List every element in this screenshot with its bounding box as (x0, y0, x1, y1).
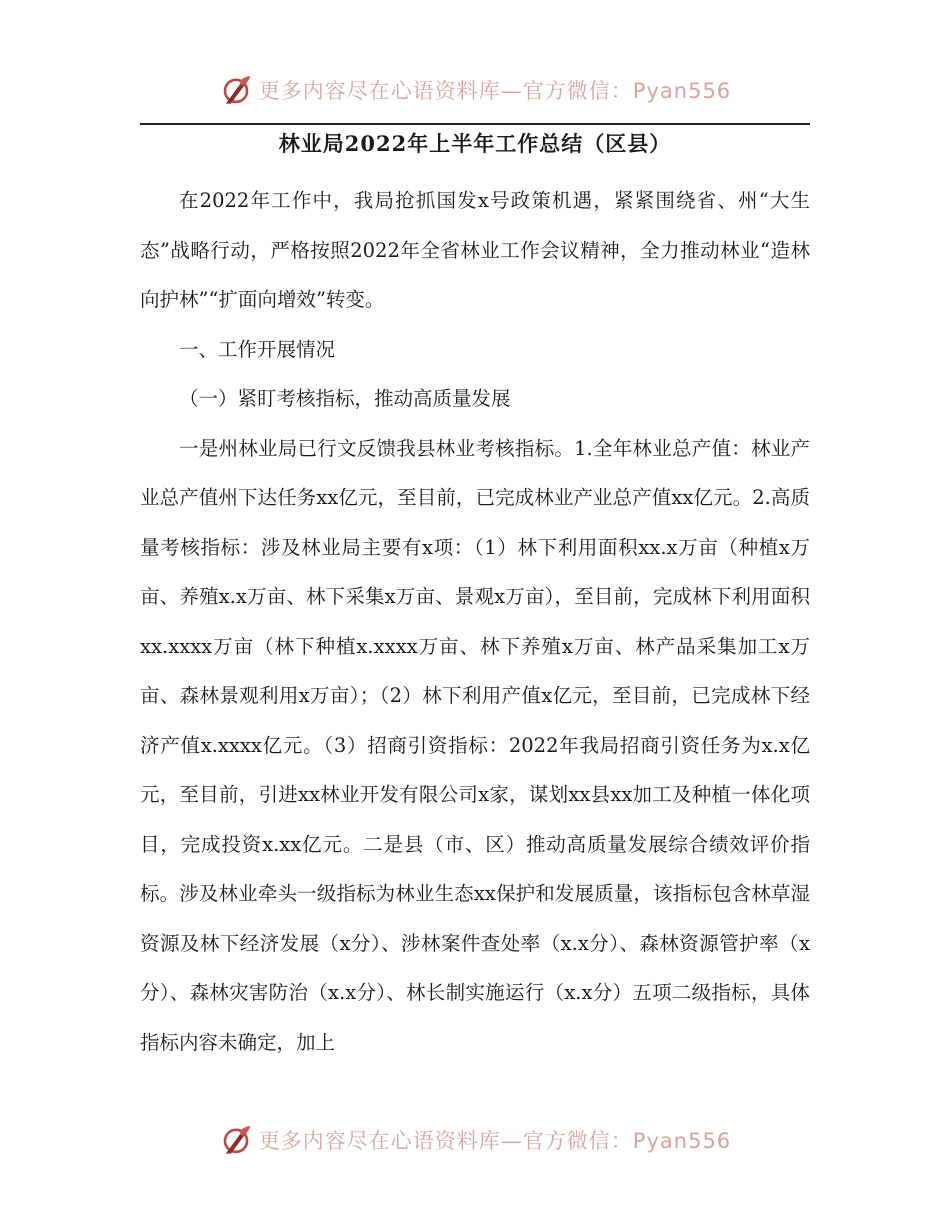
document-body (140, 176, 810, 1067)
paragraph-indicators: 一是州林业局已行文反馈我县林业考核指标。1.全年林业总产值：林业产业总产值州下达任务xx亿元，至目前，已完成林业产业总产值xx亿元。2.高质量考核指标：涉及林业局主要有x项：（1）林下利用面积xx.x万亩（种植x万亩、养殖x.x万亩、林下采集x万亩、景观x万亩），至目前，完成林下利用面积xx.xxxx万亩（林下种植x.xxxx万亩、林下养殖x万亩、林产品采集加工x万亩、森林景观利用x万亩）；（2）林下利用产值x亿元，至目前，已完成林下经济产值x.xxxx亿元。（3）招商引资指标：2022年我局招商引资任务为x.x亿元，至目前，引进xx林业开发有限公司x家，谋划xx县xx加工及种植一体化项目，完成投资x.xx亿元。二是县（市、区）推动高质量发展综合绩效评价指标。涉及林业牵头一级指标为林业生态xx保护和发展质量，该指标包含林草湿资源及林下经济发展（x分）、涉林案件查处率（x.x分）、森林资源管护率（x分）、森林灾害防治（x.x分）、林长制实施运行（x.x分）五项二级指标，具体指标内容未确定，加上 (140, 436, 810, 1054)
section-heading: 一、工作开展情况 (179, 337, 336, 361)
quill-pen-logo-icon (219, 1123, 253, 1157)
document-title: 林业局2022年上半年工作总结（区县） (278, 131, 672, 156)
subsection-heading: （一）紧盯考核指标，推动高质量发展 (179, 387, 511, 410)
paragraph-intro: 在2022年工作中，我局抢抓国发x号政策机遇，紧紧围绕省、州“大生态”战略行动，严格按照2022年全省林业工作会议精神，全力推动林业“造林向护林”“扩面向增效”转变。 (140, 189, 810, 311)
watermark-banner-top (0, 70, 950, 110)
quill-pen-logo-icon (219, 73, 253, 107)
watermark-banner-bottom (0, 1120, 950, 1160)
watermark-text: 更多内容尽在心语资料库—官方微信：Pyan556 (258, 1129, 732, 1153)
header-divider (140, 123, 810, 125)
watermark-text: 更多内容尽在心语资料库—官方微信：Pyan556 (258, 79, 732, 103)
